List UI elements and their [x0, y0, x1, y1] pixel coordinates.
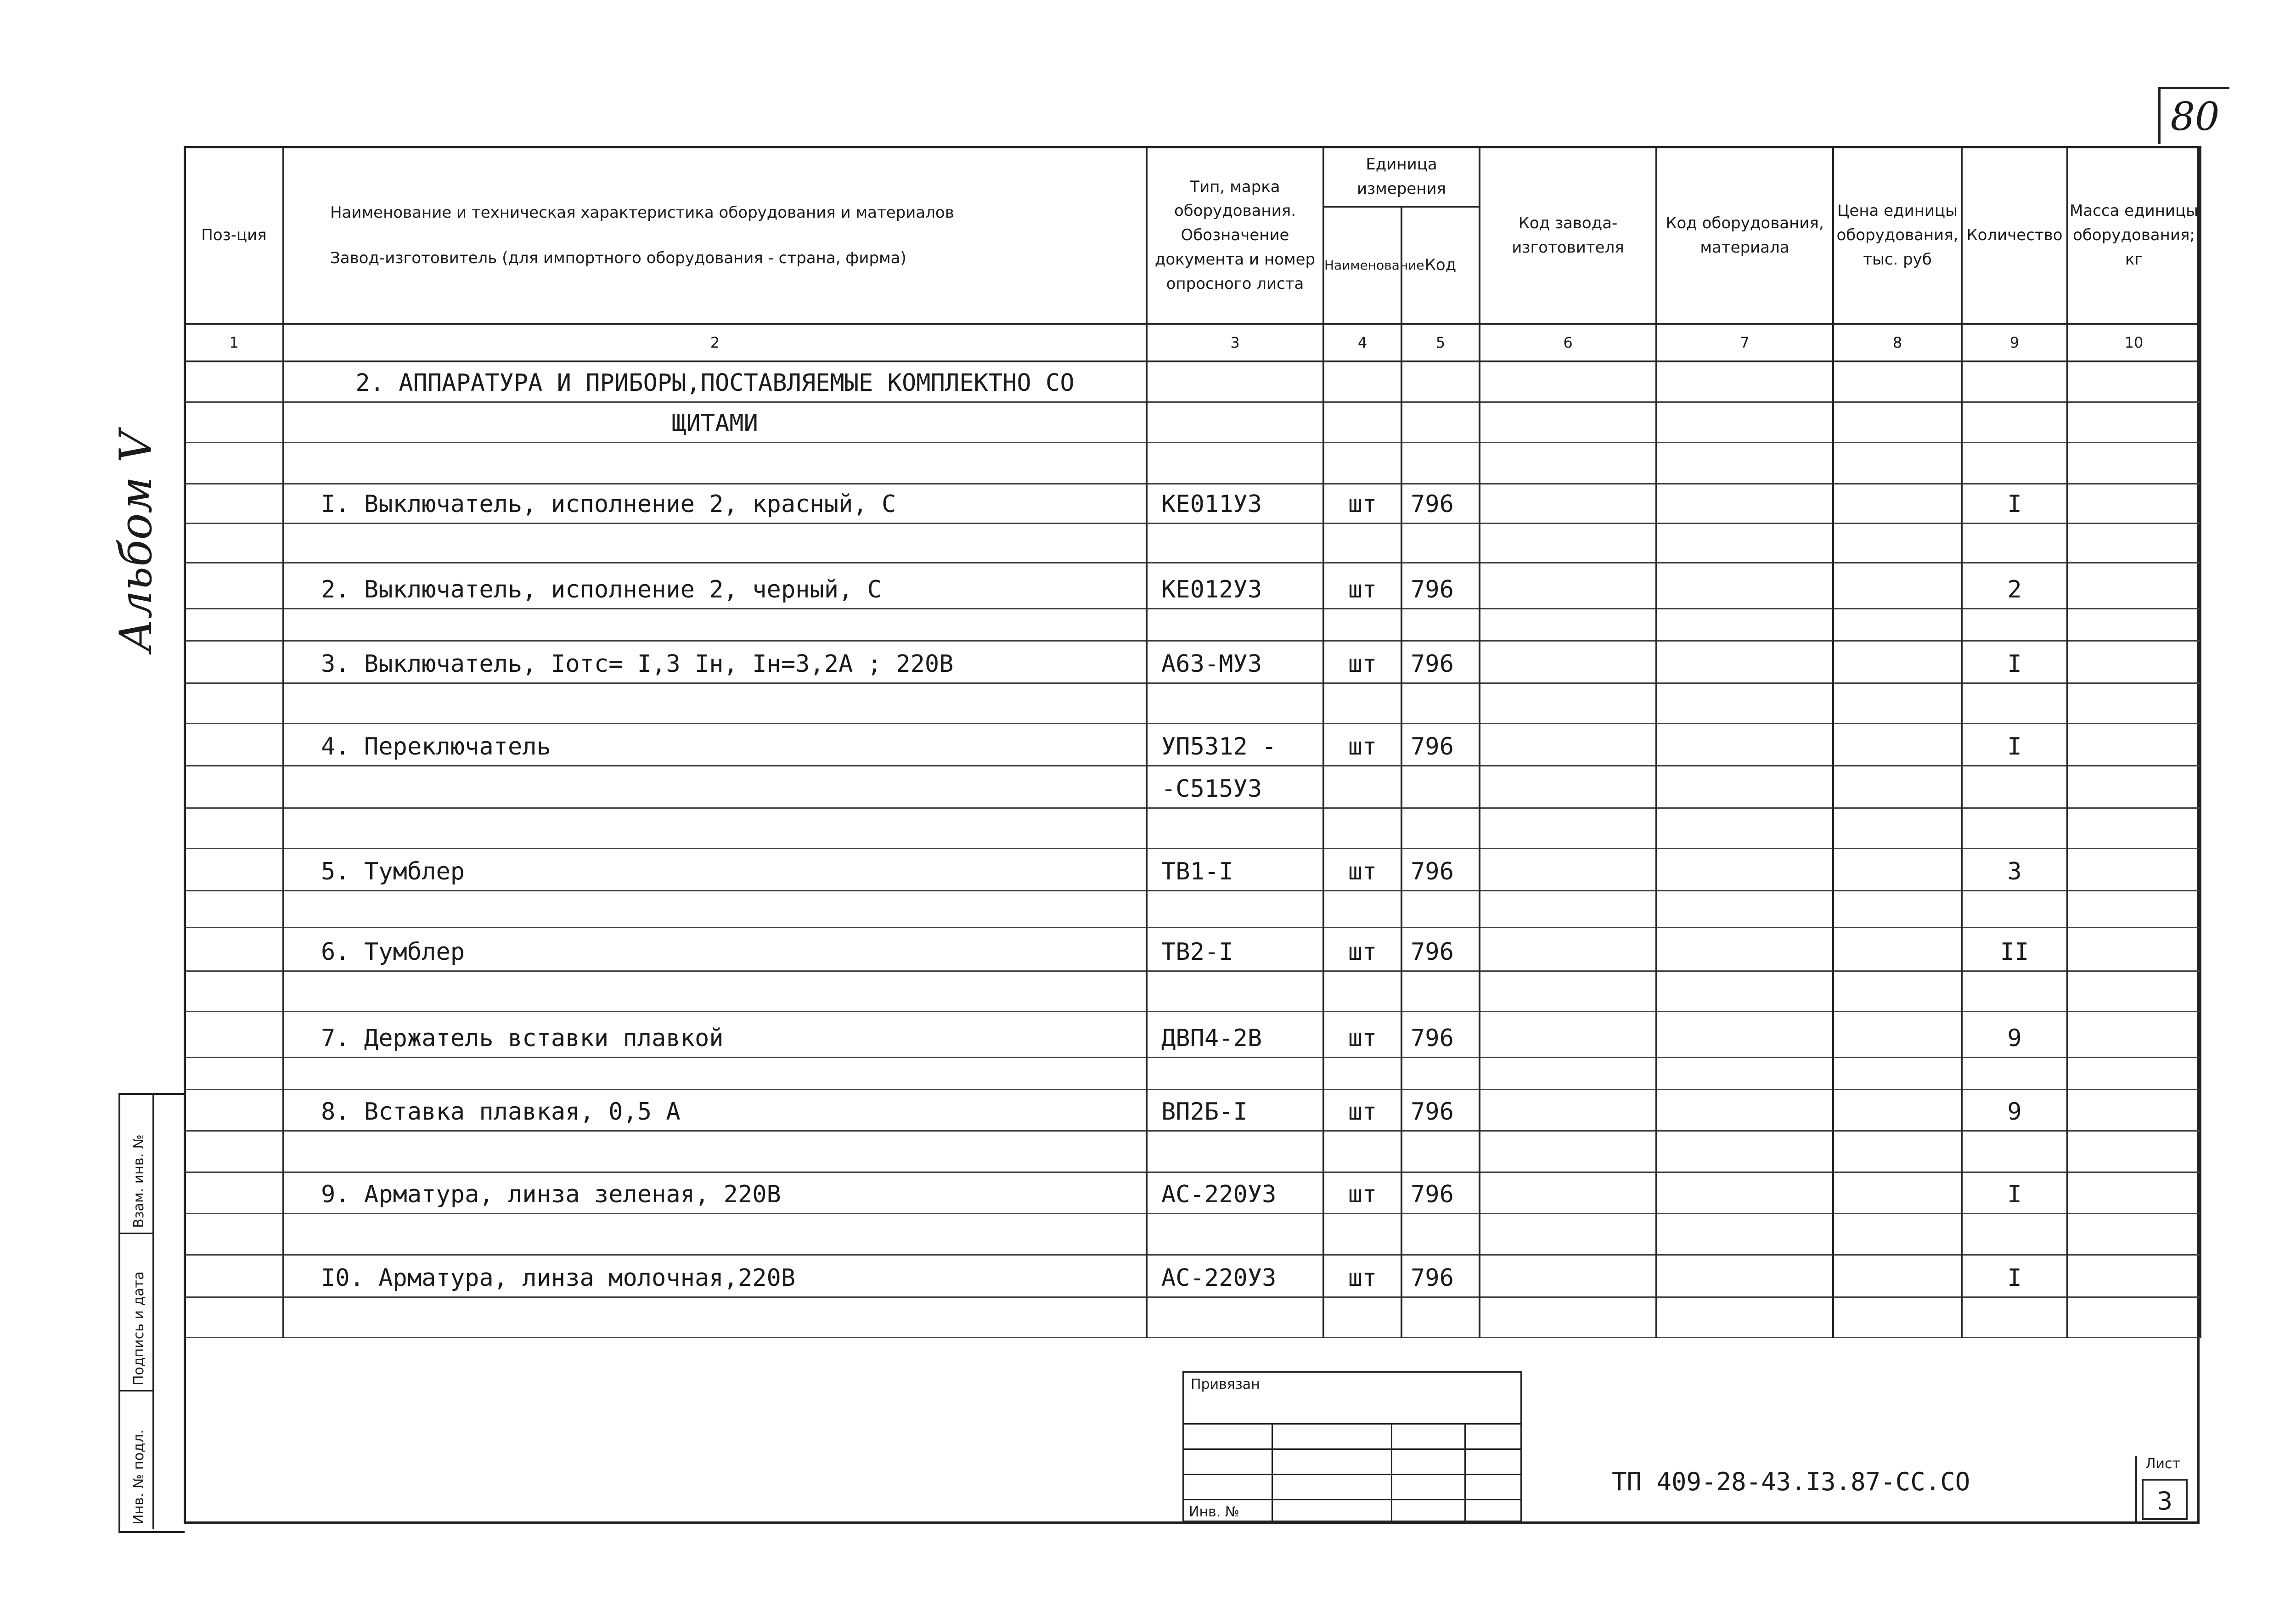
item-quantity: 2	[1962, 563, 2067, 608]
header-unit-group: Единица измерения	[1323, 147, 1480, 207]
column-numbers-row	[185, 324, 2200, 361]
item-unit-code: 796	[1401, 484, 1480, 523]
table-row	[185, 1011, 2200, 1057]
item-name: 7. Держатель вставки плавкой	[283, 1011, 1147, 1057]
item-unit-code: 796	[1401, 1255, 1480, 1297]
header-mass: Масса единицы оборудования; кг	[2067, 147, 2200, 324]
side-stamp-vzam	[120, 1095, 154, 1234]
table-row	[185, 484, 2200, 523]
item-quantity: I	[1962, 484, 2067, 523]
item-type: КЕ012УЗ	[1147, 563, 1323, 608]
side-stamp-vzam-label: Взам. инв. №	[131, 1134, 147, 1228]
item-quantity: 3	[1962, 848, 2067, 890]
table-row	[185, 1255, 2200, 1297]
item-name: 2. Выключатель, исполнение 2, черный, С	[283, 563, 1147, 608]
table-row-continuation	[185, 766, 2200, 808]
item-type: КЕ011УЗ	[1147, 484, 1323, 523]
item-type: ВП2Б-I	[1147, 1089, 1323, 1131]
item-type: ТВ2-I	[1147, 927, 1323, 971]
item-type-continuation: -С515УЗ	[1147, 766, 1323, 808]
column-number: 10	[2067, 324, 2200, 361]
item-unit: шт	[1323, 927, 1401, 971]
item-unit-code: 796	[1401, 1011, 1480, 1057]
column-number: 8	[1833, 324, 1962, 361]
header-factory-code: Код завода-изготовителя	[1480, 147, 1656, 324]
column-number: 3	[1147, 324, 1323, 361]
column-number: 6	[1480, 324, 1656, 361]
item-type: ДВП4-2В	[1147, 1011, 1323, 1057]
item-unit-code: 796	[1401, 723, 1480, 766]
inv-no-label: Инв. №	[1189, 1504, 1240, 1520]
item-unit: шт	[1323, 1172, 1401, 1213]
item-quantity: 9	[1962, 1011, 2067, 1057]
side-stamp-inv-podl-label: Инв. № подл.	[131, 1430, 147, 1525]
item-name: 4. Переключатель	[283, 723, 1147, 766]
sheet-box	[2135, 1456, 2200, 1524]
page-number: 80	[2158, 87, 2229, 144]
section-title-row	[185, 361, 2200, 402]
item-unit: шт	[1323, 1089, 1401, 1131]
column-number: 5	[1401, 324, 1480, 361]
item-name: 9. Арматура, линза зеленая, 220В	[283, 1172, 1147, 1213]
column-number: 1	[185, 324, 283, 361]
item-name: 3. Выключатель, Iотс= I,3 Iн, Iн=3,2А ; 220В	[283, 641, 1147, 683]
table-row	[185, 848, 2200, 890]
privyazan-label: Привязан	[1191, 1376, 1260, 1392]
title-block	[1182, 1371, 1522, 1522]
table-row	[185, 927, 2200, 971]
table-row	[185, 723, 2200, 766]
column-number: 2	[283, 324, 1147, 361]
section-title-row-2	[185, 402, 2200, 442]
header-unit-code: Код	[1401, 207, 1480, 324]
item-type: ТВ1-I	[1147, 848, 1323, 890]
header-unit-name: Наименование	[1323, 207, 1401, 324]
table-row	[185, 563, 2200, 608]
item-quantity: 9	[1962, 1089, 2067, 1131]
item-unit-code: 796	[1401, 1172, 1480, 1213]
column-number: 4	[1323, 324, 1401, 361]
item-name: 5. Тумблер	[283, 848, 1147, 890]
item-unit-code: 796	[1401, 848, 1480, 890]
table-row	[185, 641, 2200, 683]
item-unit-code: 796	[1401, 1089, 1480, 1131]
item-unit: шт	[1323, 1011, 1401, 1057]
column-number: 7	[1656, 324, 1833, 361]
side-stamp	[118, 1093, 185, 1533]
item-type: А63-МУЗ	[1147, 641, 1323, 683]
item-quantity: II	[1962, 927, 2067, 971]
header-name-line1: Наименование и техническая характеристика оборудования и материалов	[330, 203, 954, 222]
item-unit-code: 796	[1401, 927, 1480, 971]
item-name: 6. Тумблер	[283, 927, 1147, 971]
table-row	[185, 1172, 2200, 1213]
side-stamp-inv-podl	[120, 1391, 154, 1529]
side-stamp-podpis-label: Подпись и дата	[131, 1271, 147, 1386]
header-quantity: Количество	[1962, 147, 2067, 324]
side-stamp-podpis	[120, 1234, 154, 1391]
item-name: I0. Арматура, линза молочная,220В	[283, 1255, 1147, 1297]
header-position: Поз-ция	[185, 147, 283, 324]
item-unit: шт	[1323, 1255, 1401, 1297]
header-type: Тип, марка оборудования. Обозначение документа и номер опросного листа	[1147, 147, 1323, 324]
header-name	[283, 147, 1147, 324]
item-quantity: I	[1962, 723, 2067, 766]
item-quantity: I	[1962, 1172, 2067, 1213]
header-equipment-code: Код оборудования, материала	[1656, 147, 1833, 324]
item-unit: шт	[1323, 723, 1401, 766]
item-quantity: I	[1962, 1255, 2067, 1297]
header-name-line2: Завод-изготовитель (для импортного оборудования - страна, фирма)	[330, 248, 906, 267]
item-type: АС-220УЗ	[1147, 1172, 1323, 1213]
section-title-line2: ЩИТАМИ	[283, 402, 1147, 442]
header-price: Цена единицы оборудования, тыс. руб	[1833, 147, 1962, 324]
section-title-line1: 2. АППАРАТУРА И ПРИБОРЫ,ПОСТАВЛЯЕМЫЕ КОМПЛЕКТНО СО	[283, 361, 1147, 402]
item-name: 8. Вставка плавкая, 0,5 А	[283, 1089, 1147, 1131]
item-unit: шт	[1323, 484, 1401, 523]
item-quantity: I	[1962, 641, 2067, 683]
sheet-label: Лист	[2145, 1456, 2181, 1472]
item-unit-code: 796	[1401, 641, 1480, 683]
document-code: ТП 409-28-43.I3.87-СС.СО	[1612, 1467, 1970, 1496]
item-unit: шт	[1323, 848, 1401, 890]
table-row	[185, 1089, 2200, 1131]
album-note: Альбом V	[110, 431, 162, 652]
item-unit-code: 796	[1401, 563, 1480, 608]
sheet-value: 3	[2142, 1479, 2188, 1520]
specification-table	[184, 146, 2201, 1338]
column-number: 9	[1962, 324, 2067, 361]
item-type: УП5312 -	[1147, 723, 1323, 766]
item-name: I. Выключатель, исполнение 2, красный, С	[283, 484, 1147, 523]
item-unit: шт	[1323, 641, 1401, 683]
item-type: АС-220УЗ	[1147, 1255, 1323, 1297]
item-unit: шт	[1323, 563, 1401, 608]
